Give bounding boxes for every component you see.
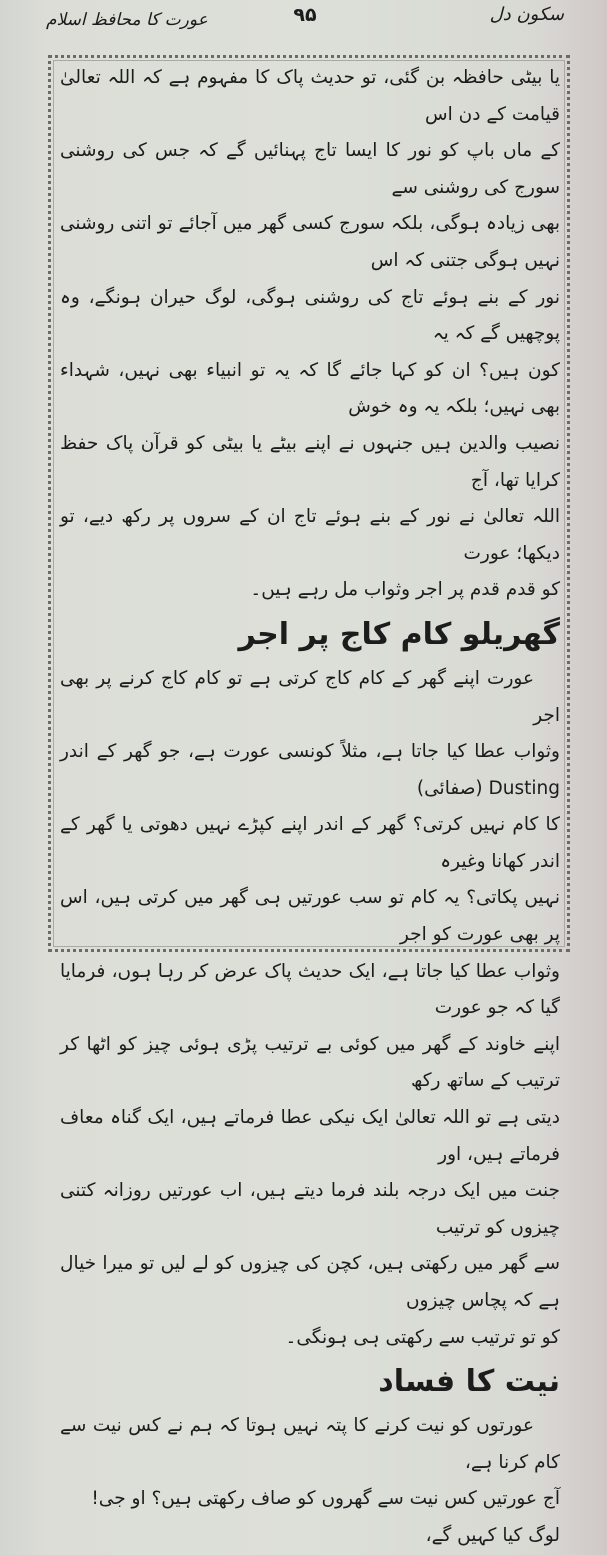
text-line: عورت اپنے گھر کے کام کاج کرتی ہے تو کام کاج کرنے پر بھی اجر xyxy=(60,667,560,726)
text-line: بھی زیادہ ہوگی، بلکہ سورج کسی گھر میں آجائے تو اتنی روشنی نہیں ہوگی جتنی کہ اس xyxy=(60,213,560,271)
text-line: کو قدم قدم پر اجر وثواب مل رہے ہیں۔ xyxy=(250,579,560,601)
page-body xyxy=(60,60,560,1555)
text-line: نور کے بنے ہوئے تاج کی روشنی ہوگی، لوگ حیران ہونگے، وہ پوچھیں گے کہ یہ xyxy=(60,286,560,345)
running-title-book: عورت کا محافظ اسلام xyxy=(46,10,208,30)
paragraph-hifz-reward xyxy=(60,60,560,609)
page-number: ۹۵ xyxy=(293,4,317,26)
paragraph-household-work xyxy=(60,661,560,1356)
page-header xyxy=(40,4,570,36)
text-line: نصیب والدین ہیں جنہوں نے اپنے بیٹے یا بیٹی کو قرآن پاک حفظ کرایا تھا، آج xyxy=(60,432,560,491)
text-line: یا بیٹی حافظہ بن گئی، تو حدیث پاک کا مفہوم ہے کہ اللہ تعالیٰ قیامت کے دن اس xyxy=(60,67,560,125)
section-heading-household-work: گھریلو کام کاج پر اجر xyxy=(238,616,560,652)
text-line: وثواب عطا کیا جاتا ہے، مثلاً کونسی عورت ہے، جو گھر کے اندر Dusting (صفائی) xyxy=(60,741,560,799)
text-line: اپنے خاوند کے گھر میں کوئی بے ترتیب پڑی ہوئی چیز کو اٹھا کر ترتیب کے ساتھ رکھ xyxy=(60,1033,560,1092)
text-line: دیتی ہے تو اللہ تعالیٰ ایک نیکی عطا فرماتے ہیں، ایک گناہ معاف فرماتے ہیں، اور xyxy=(60,1107,560,1165)
paragraph-intention xyxy=(60,1408,560,1554)
running-title-chapter: سکون دل xyxy=(489,4,564,25)
text-line: اللہ تعالیٰ نے نور کے بنے ہوئے تاج ان کے سروں پر رکھ دیے، تو دیکھا؛ عورت xyxy=(60,506,560,564)
text-line: کون ہیں؟ ان کو کہا جائے گا کہ یہ تو انبیاء بھی نہیں، شہداء بھی نہیں؛ بلکہ یہ وہ خوش xyxy=(60,359,560,418)
text-line: کے ماں باپ کو نور کا ایسا تاج پہنائیں گے کہ جس کی روشنی سورج کی روشنی سے xyxy=(60,140,560,198)
text-line: کا کام نہیں کرتی؟ گھر کے اندر اپنے کپڑے نہیں دھوتی یا گھر کے اندر کھانا وغیرہ xyxy=(60,814,560,872)
text-line: وثواب عطا کیا جاتا ہے، ایک حدیث پاک عرض کر رہا ہوں، فرمایا گیا کہ جو عورت xyxy=(60,960,560,1019)
text-line: جنت میں ایک درجہ بلند فرما دیتے ہیں، اب عورتیں روزانہ کتنی چیزوں کو ترتیب xyxy=(60,1180,560,1238)
text-line: عورتوں کو نیت کرنے کا پتہ نہیں ہوتا کہ ہم نے کس نیت سے کام کرنا ہے، xyxy=(60,1415,560,1473)
text-line: سے گھر میں رکھتی ہیں، کچن کی چیزوں کو لے لیں تو میرا خیال ہے کہ پچاس چیزوں xyxy=(60,1253,560,1311)
text-line: کو تو ترتیب سے رکھتی ہی ہونگی۔ xyxy=(285,1326,560,1348)
text-line: نہیں پکاتی؟ یہ کام تو سب عورتیں ہی گھر میں کرتی ہیں، اس پر بھی عورت کو اجر xyxy=(60,887,560,946)
section-heading-intention: نیت کا فساد xyxy=(378,1364,560,1400)
text-line: آج عورتیں کس نیت سے گھروں کو صاف رکھتی ہیں؟ او جی! لوگ کیا کہیں گے، xyxy=(91,1488,560,1546)
